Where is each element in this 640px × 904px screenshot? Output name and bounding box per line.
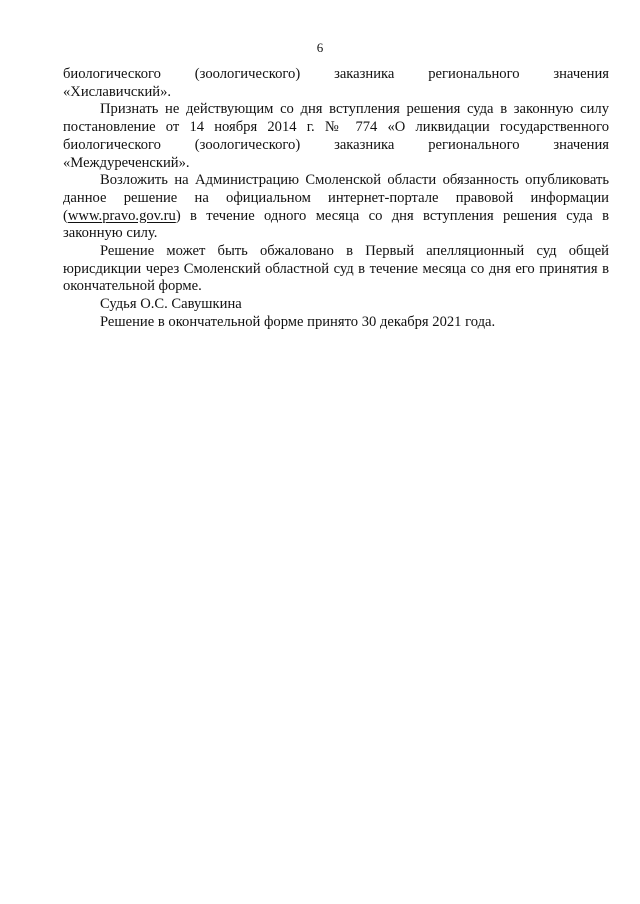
paragraph-continuation-line xyxy=(63,66,609,84)
word: биологического xyxy=(63,66,161,82)
judge-signature: Судья О.С. Савушкина xyxy=(100,296,242,313)
word: заказника xyxy=(334,66,395,82)
word: значения xyxy=(553,66,609,82)
word: регионального xyxy=(428,66,520,82)
paragraph-appeal-info: Решение может быть обжаловано в Первый апелляционный суд общей юрисдикции через Смоленский областной суд в течение месяца со дня его принятия в окончательной форме. xyxy=(63,243,609,295)
paragraph-text: ) в течение одного месяца со дня вступления решения суда в законную силу. xyxy=(63,207,609,242)
final-decision-date: Решение в окончательной форме принято 30 декабря 2021 года. xyxy=(100,313,496,330)
word: (зоологического) xyxy=(194,66,301,82)
page-number: 6 xyxy=(316,40,324,55)
paragraph-text: Возложить на Администрацию Смоленской области обязанность опубликовать данное решение на официальном интернет-портале правовой информации ( xyxy=(63,172,609,224)
paragraph-continuation-end: «Хиславичский». xyxy=(63,83,172,100)
document-body xyxy=(63,66,609,332)
paragraph-publication-duty xyxy=(63,172,609,243)
pravo-link[interactable]: www.pravo.gov.ru xyxy=(67,207,176,224)
paragraph-invalidate-resolution: Признать не действующим со дня вступления решения суда в законную силу постановление от 14 ноября 2014 г. № 774 «О ликвидации государственного биологического (зоологического) заказника регионального значения «Междуреченский». xyxy=(63,101,609,171)
